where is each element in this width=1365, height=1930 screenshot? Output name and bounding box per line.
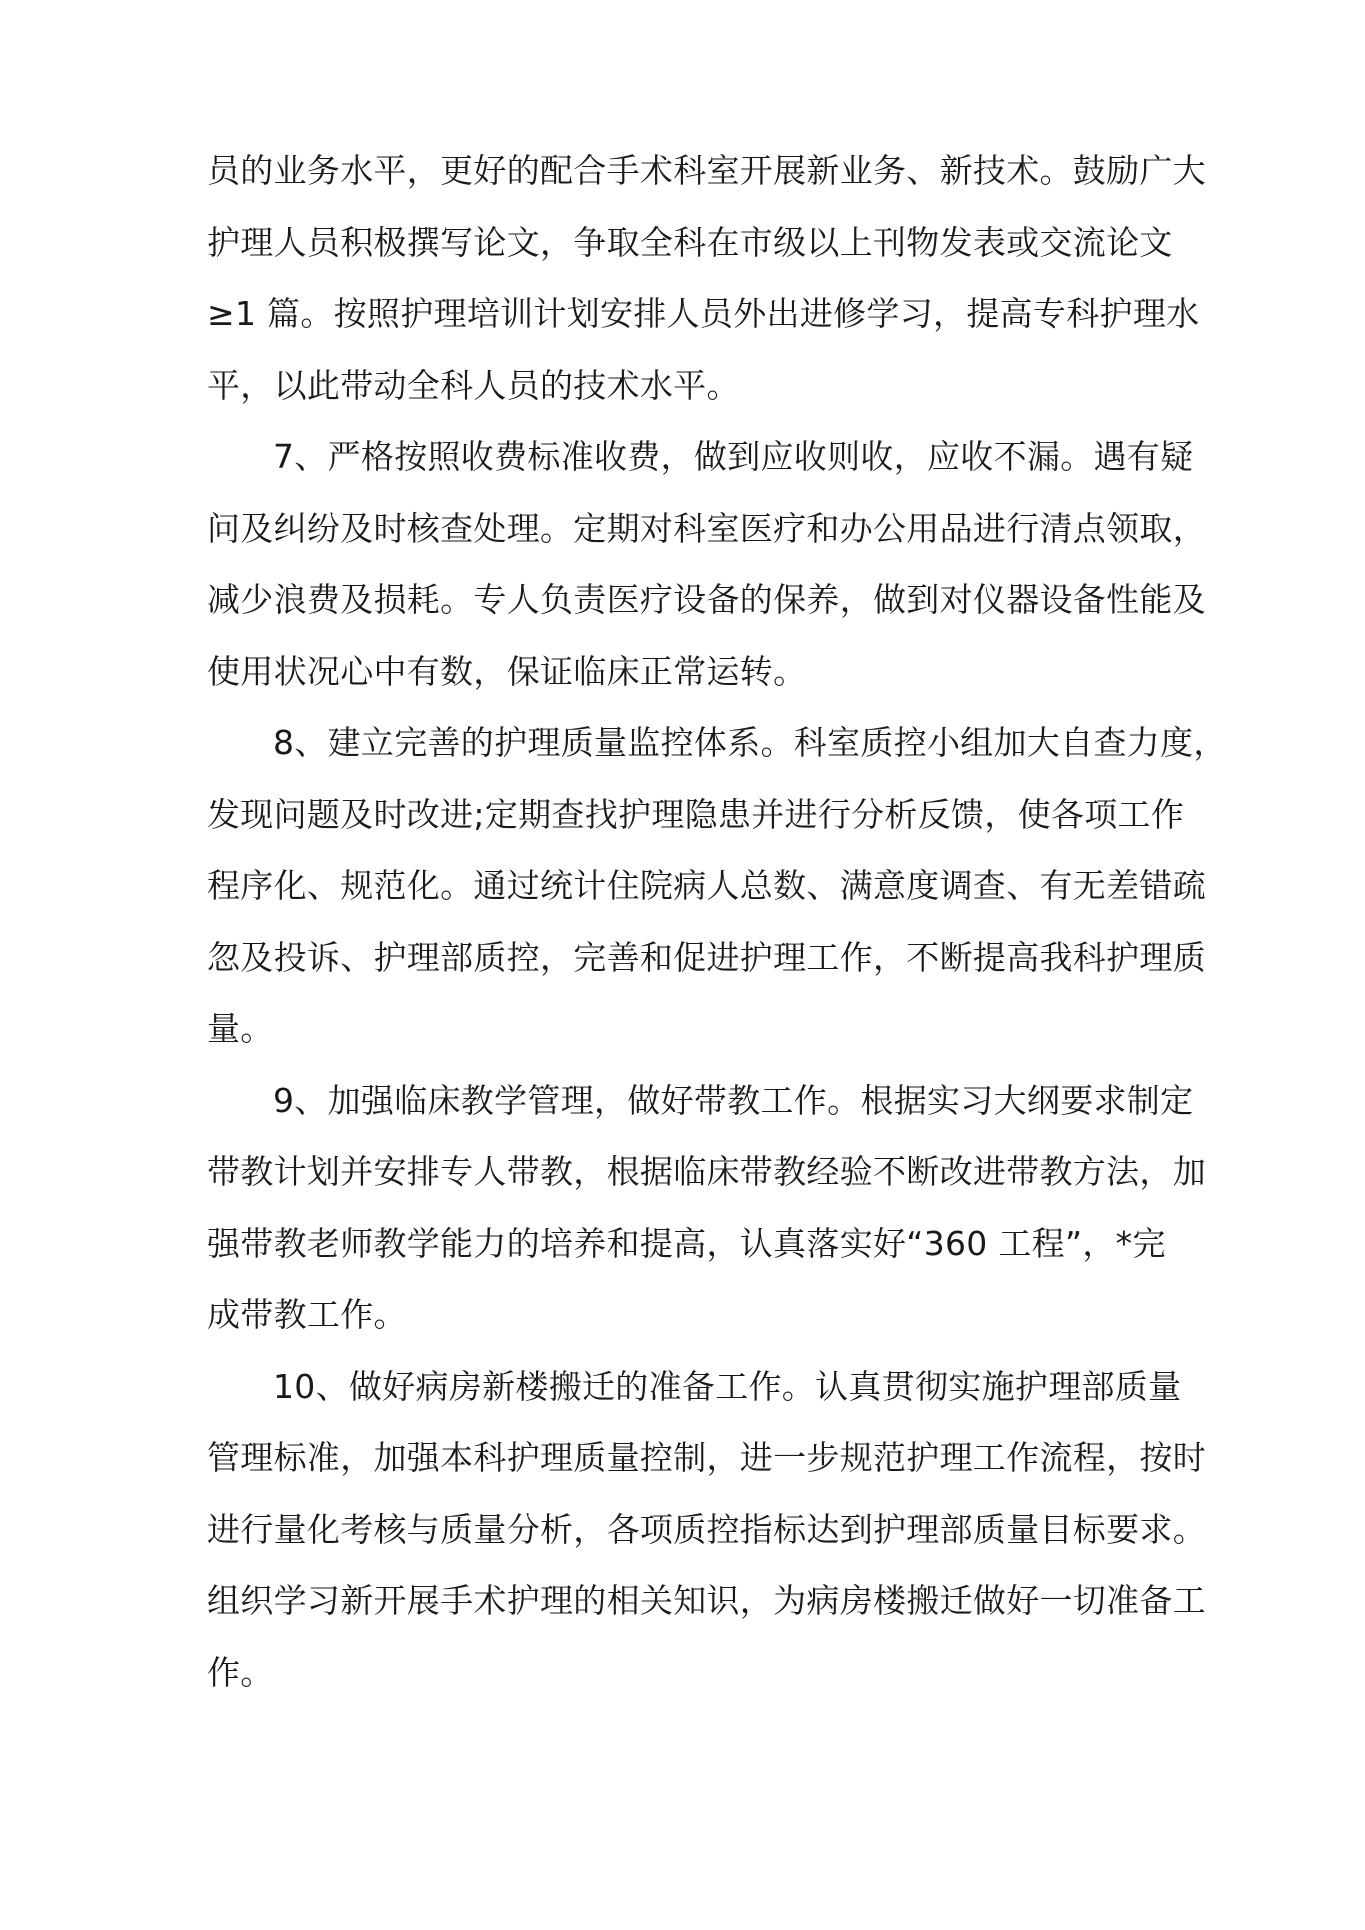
text-line: ≥1 篇。按照护理培训计划安排人员外出进修学习，提高专科护理水 <box>207 294 1200 333</box>
text-line: 成带教工作。 <box>207 1295 407 1334</box>
paragraph-10-first-line: 10、做好病房新楼搬迁的准备工作。认真贯彻实施护理部质量 <box>273 1366 1182 1406</box>
text-line: 发现问题及时改进;定期查找护理隐患并进行分析反馈，使各项工作 <box>207 794 1185 834</box>
text-line: 组织学习新开展手术护理的相关知识，为病房楼搬迁做好一切准备工 <box>207 1581 1206 1620</box>
document-body <box>207 135 1227 1708</box>
text-line: 平，以此带动全科人员的技术水平。 <box>207 365 740 405</box>
text-line: 忽及投诉、护理部质控，完善和促进护理工作，不断提高我科护理质 <box>207 937 1206 977</box>
text-line: 使用状况心中有数，保证临床正常运转。 <box>207 651 807 691</box>
text-line: 管理标准，加强本科护理质量控制，进一步规范护理工作流程，按时 <box>207 1438 1206 1477</box>
text-line: 减少浪费及损耗。专人负责医疗设备的保养，做到对仪器设备性能及 <box>207 580 1206 619</box>
paragraph-7-first-line: 7、严格按照收费标准收费，做到应收则收，应收不漏。遇有疑 <box>273 437 1194 476</box>
text-line: 量。 <box>207 1009 274 1048</box>
text-line: 进行量化考核与质量分析，各项质控指标达到护理部质量目标要求。 <box>207 1509 1206 1549</box>
text-line: 作。 <box>207 1652 274 1692</box>
paragraph-9-first-line: 9、加强临床教学管理，做好带教工作。根据实习大纲要求制定 <box>273 1080 1194 1120</box>
text-line: 带教计划并安排专人带教，根据临床带教经验不断改进带教方法，加 <box>207 1152 1206 1191</box>
text-line: 程序化、规范化。通过统计住院病人总数、满意度调查、有无差错疏 <box>207 866 1206 905</box>
text-line: 员的业务水平，更好的配合手术科室开展新业务、新技术。鼓励广大 <box>207 151 1206 190</box>
paragraph-8-first-line: 8、建立完善的护理质量监控体系。科室质控小组加大自查力度， <box>273 723 1227 762</box>
text-line: 强带教老师教学能力的培养和提高，认真落实好“360 工程”，*完 <box>207 1223 1166 1263</box>
text-line: 问及纠纷及时核查处理。定期对科室医疗和办公用品进行清点领取， <box>207 508 1206 548</box>
text-line: 护理人员积极撰写论文，争取全科在市级以上刊物发表或交流论文 <box>207 222 1173 262</box>
